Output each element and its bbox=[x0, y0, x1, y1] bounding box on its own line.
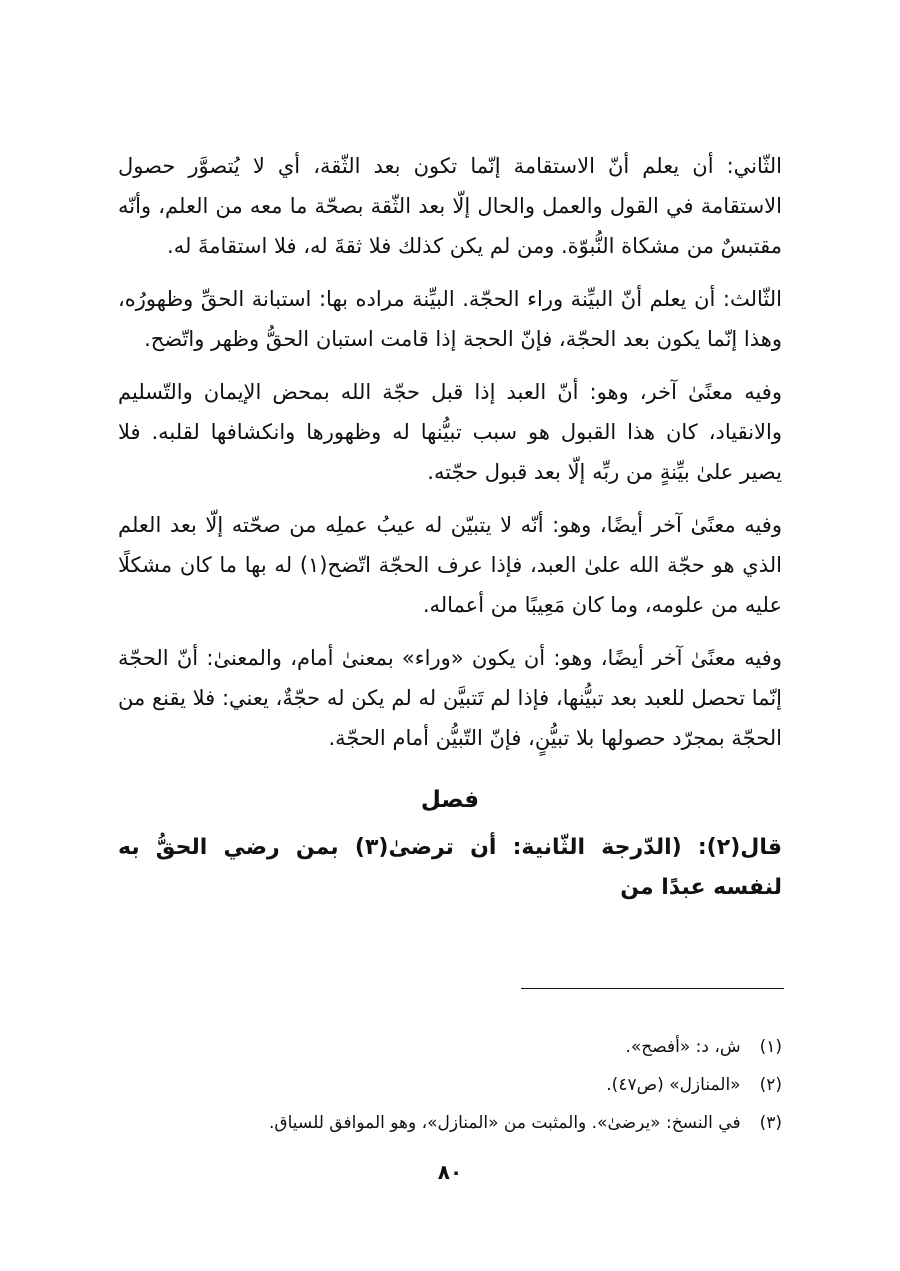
footnote-text: ش، د: «أفصح». bbox=[625, 1037, 741, 1057]
footnote-2 bbox=[118, 1066, 782, 1104]
page-number: ٨٠ bbox=[437, 1160, 463, 1184]
footnote-1 bbox=[118, 1028, 782, 1066]
footnote-number: (٢) bbox=[759, 1075, 782, 1095]
footnote-number: (١) bbox=[759, 1037, 782, 1057]
footnotes bbox=[118, 1028, 782, 1142]
paragraph-another-meaning: وفيه معنًىٰ آخر، وهو: أنّ العبد إذا قبل حجّة الله بمحض الإيمان والتّسليم والانقياد، كان هذا القبول هو سبب تبيُّنها له وظهورها وانكشافها لقلبه. فلا يصير علىٰ بيِّنةٍ من ربِّه إلّا بعد قبول حجّته. bbox=[118, 380, 782, 484]
main-text bbox=[118, 146, 782, 908]
footnote-text: «المنازل» (ص٤٧). bbox=[606, 1075, 741, 1095]
paragraph-another-meaning-3: وفيه معنًىٰ آخر أيضًا، وهو: أن يكون «وراء» بمعنىٰ أمام، والمعنىٰ: أنّ الحجّة إنّما تحصل للعبد بعد تبيُّنها، فإذا لم تَتبيَّن له لم يكن له حجّةٌ، يعني: فلا يقنع من الحجّة بمجرّد حصولها بلا تبيُّنٍ، فإنّ التّبيُّن أمام الحجّة. bbox=[118, 646, 782, 750]
footnote-divider bbox=[521, 988, 784, 989]
paragraph-another-meaning-2: وفيه معنًىٰ آخر أيضًا، وهو: أنّه لا يتبيّن له عيبُ عملِه من صحّته إلّا بعد العلم الذي هو حجّة الله علىٰ العبد، فإذا عرف الحجّة اتّضح(١) له بها ما كان مشكلًا عليه من علومه، وما كان مَعِيبًا من أعماله. bbox=[118, 513, 782, 617]
footnote-3 bbox=[118, 1104, 782, 1142]
paragraph-third-point: الثّالث: أن يعلم أنّ البيِّنة وراء الحجّة. البيِّنة مراده بها: استبانة الحقِّ وظهورُه، وهذا إنّما يكون بعد الحجّة، فإنّ الحجة إذا قامت استبان الحقُّ وظهر واتّضح. bbox=[118, 287, 782, 351]
paragraph-second-point: الثّاني: أن يعلم أنّ الاستقامة إنّما تكون بعد الثّقة، أي لا يُتصوَّر حصول الاستقامة في القول والعمل والحال إلّا بعد الثّقة بصحّة ما معه من العلم، وأنّه مقتبسٌ من مشكاة النُّبوّة. ومن لم يكن كذلك فلا ثقةَ له، فلا استقامةَ له. bbox=[118, 154, 782, 258]
section-heading: فصل bbox=[420, 787, 480, 813]
footnote-number: (٣) bbox=[759, 1113, 782, 1133]
quote-line: قال(٢): (الدّرجة الثّانية: أن ترضىٰ(٣) بمن رضي الحقُّ به لنفسه عبدًا من bbox=[118, 835, 782, 900]
footnote-text: في النسخ: «يرضىٰ». والمثبت من «المنازل»، وهو الموافق للسياق. bbox=[269, 1113, 741, 1133]
